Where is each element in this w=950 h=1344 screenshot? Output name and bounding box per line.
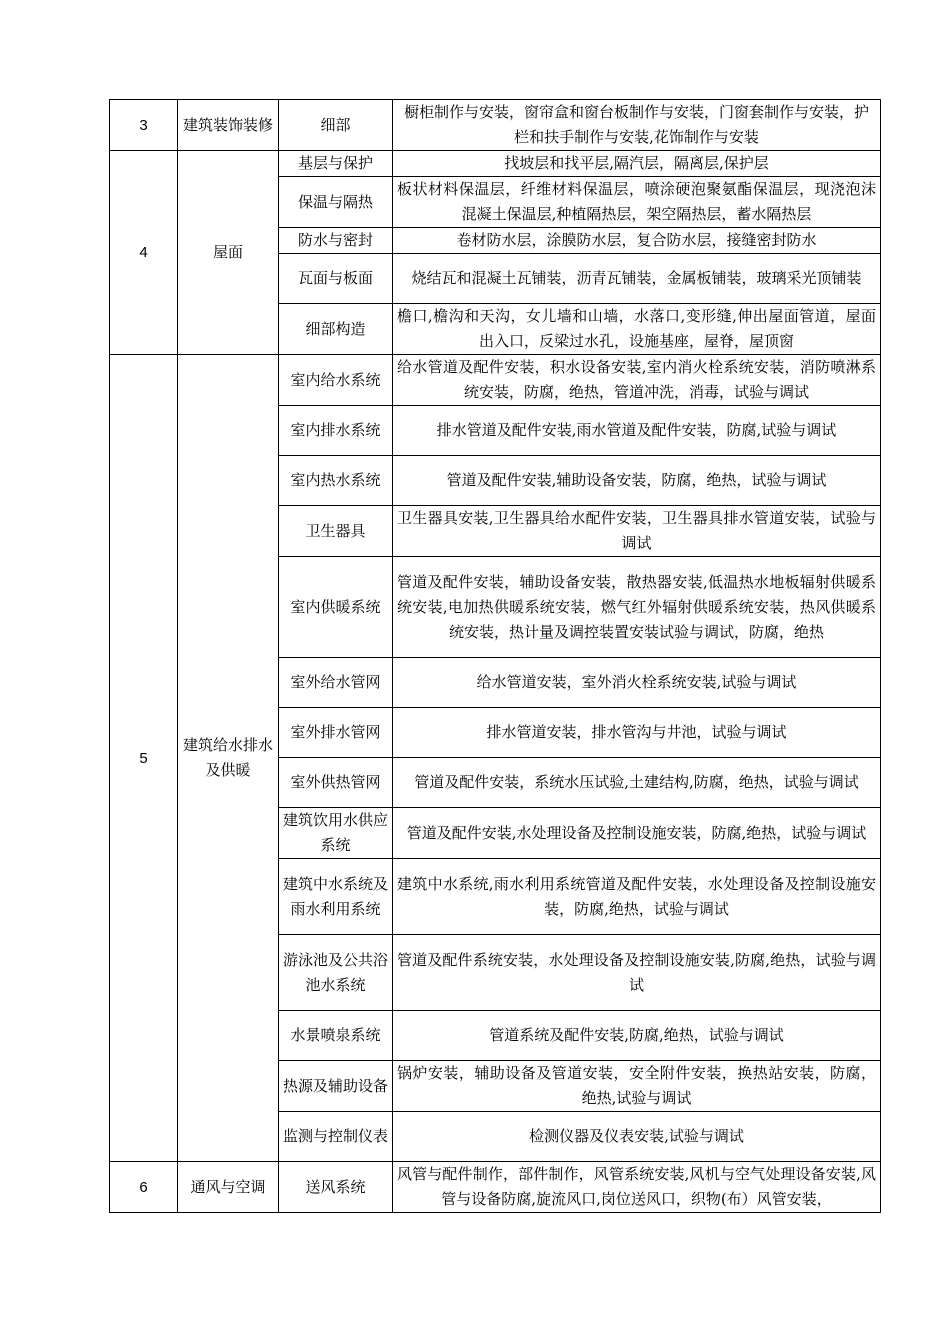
table-row: [110, 1162, 881, 1213]
subitem-description: 檐口,檐沟和天沟，女儿墙和山墙，水落口,变形缝,伸出屋面管道，屋面出入口，反梁过水孔，设施基座，屋脊，屋顶窗: [393, 304, 881, 355]
division-name: 建筑给水排水及供暖: [178, 355, 279, 1162]
subdivision-name: 室内热水系统: [279, 456, 393, 506]
table-row: [110, 100, 881, 151]
subitem-description: 管道及配件安装，系统水压试验,土建结构,防腐，绝热，试验与调试: [393, 758, 881, 808]
subdivision-name: 监测与控制仪表: [279, 1112, 393, 1162]
subitem-description: 检测仪器及仪表安装,试验与调试: [393, 1112, 881, 1162]
subitem-description: 烧结瓦和混凝土瓦铺装，沥青瓦铺装，金属板铺装，玻璃采光顶铺装: [393, 254, 881, 304]
subdivision-name: 卫生器具: [279, 506, 393, 557]
subitem-description: 管道及配件安装,水处理设备及控制设施安装，防腐,绝热，试验与调试: [393, 808, 881, 859]
division-number: 5: [110, 355, 178, 1162]
subdivision-name: 保温与隔热: [279, 177, 393, 228]
subitem-description: 风管与配件制作，部件制作，风管系统安装,风机与空气处理设备安装,风管与设备防腐,旋流风口,岗位送风口，织物(布）风管安装，: [393, 1162, 881, 1213]
subitem-description: 卷材防水层，涂膜防水层，复合防水层，接缝密封防水: [393, 228, 881, 254]
construction-division-table: [109, 99, 881, 1213]
subdivision-name: 建筑中水系统及雨水利用系统: [279, 859, 393, 935]
division-number: 4: [110, 151, 178, 355]
subdivision-name: 水景喷泉系统: [279, 1011, 393, 1061]
subdivision-name: 室内给水系统: [279, 355, 393, 406]
subdivision-name: 热源及辅助设备: [279, 1061, 393, 1112]
division-number: 6: [110, 1162, 178, 1213]
subitem-description: 管道及配件安装,辅助设备安装，防腐，绝热，试验与调试: [393, 456, 881, 506]
subitem-description: 卫生器具安装,卫生器具给水配件安装，卫生器具排水管道安装，试验与调试: [393, 506, 881, 557]
subdivision-name: 细部: [279, 100, 393, 151]
subitem-description: 找坡层和找平层,隔汽层，隔离层,保护层: [393, 151, 881, 177]
subitem-description: 给水管道及配件安装，积水设备安装,室内消火栓系统安装，消防喷淋系统安装，防腐，绝热，管道冲洗，消毒，试验与调试: [393, 355, 881, 406]
table-row: [110, 151, 881, 177]
subdivision-name: 室外供热管网: [279, 758, 393, 808]
subdivision-name: 基层与保护: [279, 151, 393, 177]
subitem-description: 建筑中水系统,雨水利用系统管道及配件安装，水处理设备及控制设施安装，防腐,绝热，试验与调试: [393, 859, 881, 935]
division-name: 屋面: [178, 151, 279, 355]
division-name: 通风与空调: [178, 1162, 279, 1213]
subitem-description: 锅炉安装，辅助设备及管道安装，安全附件安装，换热站安装，防腐，绝热,试验与调试: [393, 1061, 881, 1112]
subdivision-name: 送风系统: [279, 1162, 393, 1213]
subitem-description: 给水管道安装，室外消火栓系统安装,试验与调试: [393, 658, 881, 708]
subitem-description: 板状材料保温层，纤维材料保温层，喷涂硬泡聚氨酯保温层，现浇泡沫混凝土保温层,种植隔热层，架空隔热层，蓄水隔热层: [393, 177, 881, 228]
subdivision-name: 室外排水管网: [279, 708, 393, 758]
subdivision-name: 瓦面与板面: [279, 254, 393, 304]
subitem-description: 排水管道及配件安装,雨水管道及配件安装，防腐,试验与调试: [393, 406, 881, 456]
subitem-description: 橱柜制作与安装，窗帘盒和窗台板制作与安装，门窗套制作与安装，护栏和扶手制作与安装,花饰制作与安装: [393, 100, 881, 151]
subitem-description: 排水管道安装，排水管沟与井池，试验与调试: [393, 708, 881, 758]
subdivision-name: 建筑饮用水供应系统: [279, 808, 393, 859]
subdivision-name: 细部构造: [279, 304, 393, 355]
subdivision-name: 室内供暖系统: [279, 557, 393, 658]
division-number: 3: [110, 100, 178, 151]
table-row: [110, 355, 881, 406]
division-name: 建筑装饰装修: [178, 100, 279, 151]
subdivision-name: 室内排水系统: [279, 406, 393, 456]
subdivision-name: 游泳池及公共浴池水系统: [279, 935, 393, 1011]
subitem-description: 管道及配件安装，辅助设备安装，散热器安装,低温热水地板辐射供暖系统安装,电加热供暖系统安装，燃气红外辐射供暖系统安装，热风供暖系统安装，热计量及调控装置安装试验与调试，防腐，绝热: [393, 557, 881, 658]
subitem-description: 管道系统及配件安装,防腐,绝热，试验与调试: [393, 1011, 881, 1061]
subdivision-name: 防水与密封: [279, 228, 393, 254]
subitem-description: 管道及配件系统安装，水处理设备及控制设施安装,防腐,绝热，试验与调试: [393, 935, 881, 1011]
subdivision-name: 室外给水管网: [279, 658, 393, 708]
